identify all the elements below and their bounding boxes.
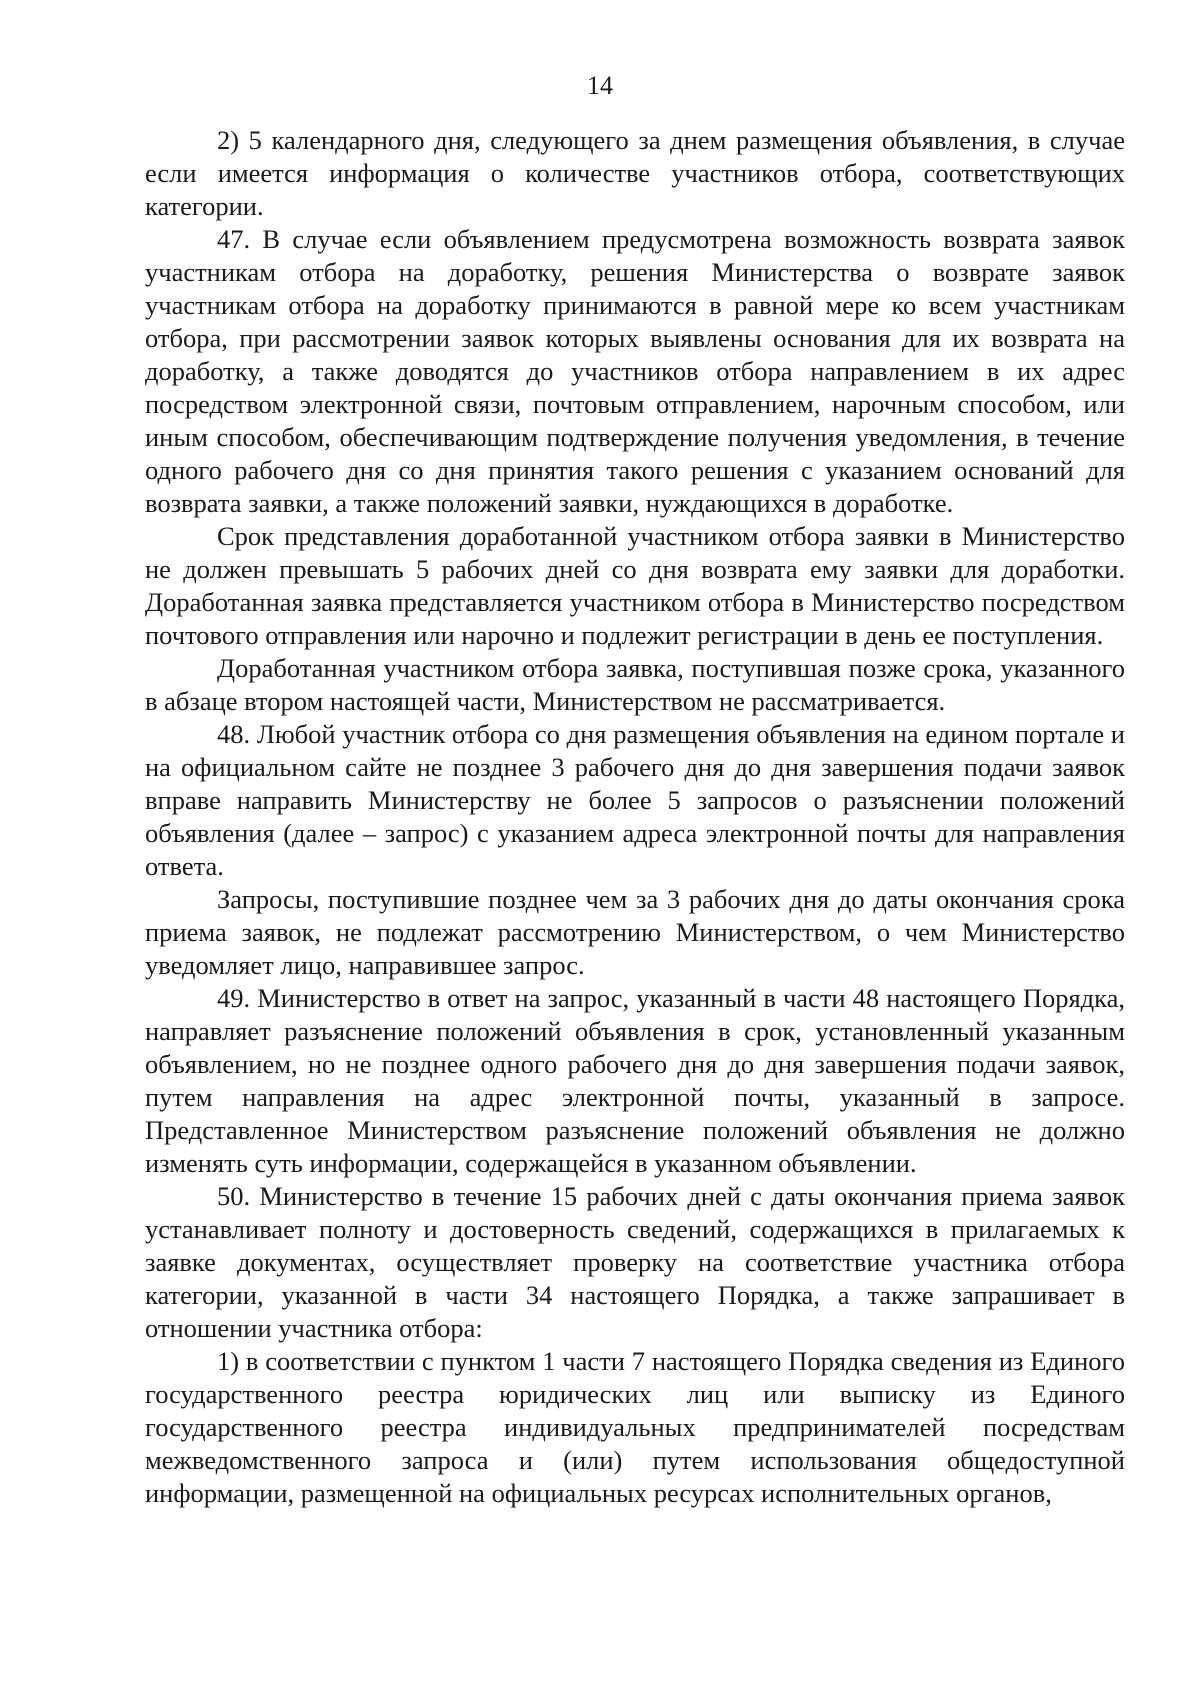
paragraph-late-requests: Запросы, поступившие позднее чем за 3 рабочих дня до даты окончания срока приема заявок, не подлежат рассмотрению Министерством, о чем Министерство уведомляет лицо, направившее запрос. [145,884,1125,980]
paragraph-section-50: 50. Министерство в течение 15 рабочих дней с даты окончания приема заявок устанавливает полноту и достоверность сведений, содержащихся в прилагаемых к заявке документах, осуществляет проверку на соответствие участника отбора категории, указанной в части 34 настоящего Порядка, а также запрашивает в отношении участника отбора: [145,1181,1125,1343]
document-body [145,124,1125,1510]
page-number: 14 [587,71,613,100]
paragraph-late-resubmission: Доработанная участником отбора заявка, поступившая позже срока, указанного в абзаце втором настоящей части, Министерством не рассматривается. [145,653,1125,716]
paragraph-resubmission-term: Срок представления доработанной участником отбора заявки в Министерство не должен превышать 5 рабочих дней со дня возврата ему заявки для доработки. Доработанная заявка представляется участником отбора в Министерство посредством почтового отправления или нарочно и подлежит регистрации в день ее поступления. [145,521,1125,650]
paragraph-item-2: 2) 5 календарного дня, следующего за днем размещения объявления, в случае если имеется информация о количестве участников отбора, соответствующих категории. [145,125,1125,221]
paragraph-item-1: 1) в соответствии с пунктом 1 части 7 настоящего Порядка сведения из Единого государственного реестра юридических лиц или выписку из Единого государственного реестра индивидуальных предпринимателей посредствам межведомственного запроса и (или) путем использования общедоступной информации, размещенной на официальных ресурсах исполнительных органов, [145,1346,1125,1508]
paragraph-section-49: 49. Министерство в ответ на запрос, указанный в части 48 настоящего Порядка, направляет разъяснение положений объявления в срок, установленный указанным объявлением, но не позднее одного рабочего дня до дня завершения подачи заявок, путем направления на адрес электронной почты, указанный в запросе. Представленное Министерством разъяснение положений объявления не должно изменять суть информации, содержащейся в указанном объявлении. [145,983,1125,1178]
paragraph-section-47: 47. В случае если объявлением предусмотрена возможность возврата заявок участникам отбора на доработку, решения Министерства о возврате заявок участникам отбора на доработку принимаются в равной мере ко всем участникам отбора, при рассмотрении заявок которых выявлены основания для их возврата на доработку, а также доводятся до участников отбора направлением в их адрес посредством электронной связи, почтовым отправлением, нарочным способом, или иным способом, обеспечивающим подтверждение получения уведомления, в течение одного рабочего дня со дня принятия такого решения с указанием оснований для возврата заявки, а также положений заявки, нуждающихся в доработке. [145,224,1125,518]
paragraph-section-48: 48. Любой участник отбора со дня размещения объявления на едином портале и на официальном сайте не позднее 3 рабочего дня до дня завершения подачи заявок вправе направить Министерству не более 5 запросов о разъяснении положений объявления (далее – запрос) с указанием адреса электронной почты для направления ответа. [145,719,1125,881]
